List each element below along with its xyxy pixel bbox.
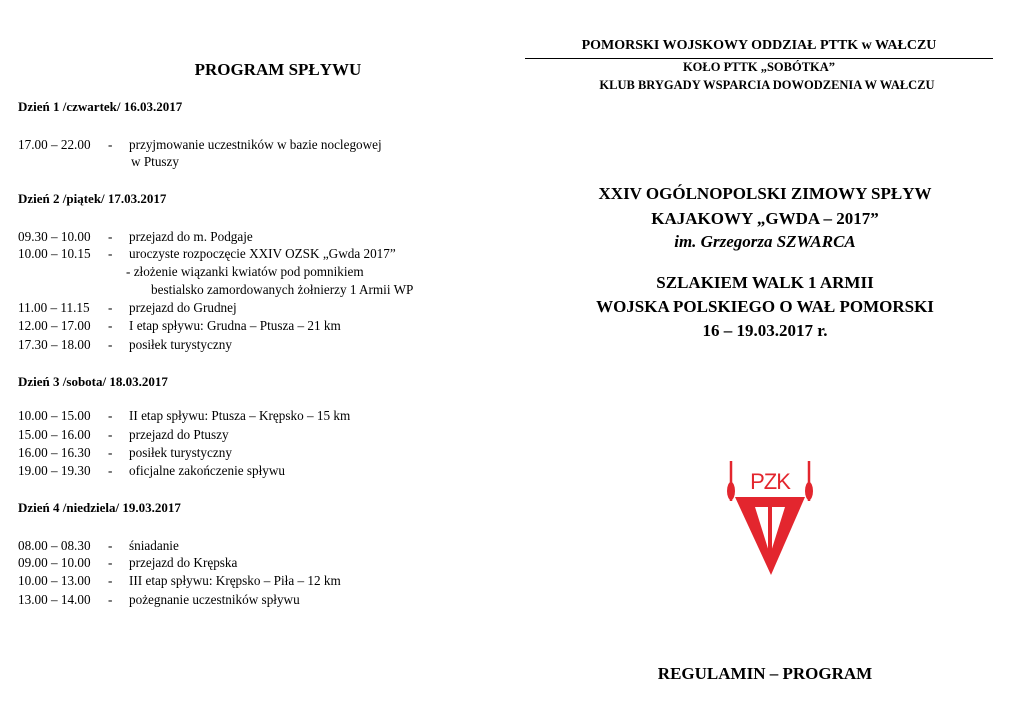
dash: - bbox=[108, 337, 113, 352]
event-dates: 16 – 19.03.2017 r. bbox=[702, 321, 828, 340]
event-title-line-2: KAJAKOWY „GWDA – 2017” bbox=[651, 209, 879, 228]
day-4-heading: Dzień 4 /niedziela/ 19.03.2017 bbox=[18, 500, 181, 515]
dash: - bbox=[108, 246, 113, 261]
activity: przyjmowanie uczestników w bazie noclegowej bbox=[129, 137, 382, 152]
dash: - bbox=[108, 137, 113, 152]
schedule-row bbox=[18, 407, 350, 424]
schedule-row bbox=[18, 136, 382, 153]
document-subtitle: REGULAMIN – PROGRAM bbox=[657, 664, 873, 683]
time: 17.30 – 18.00 bbox=[18, 337, 91, 352]
activity: przejazd do Ptuszy bbox=[129, 427, 229, 442]
time: 11.00 – 11.15 bbox=[18, 300, 90, 315]
schedule-row bbox=[18, 245, 396, 262]
header-divider bbox=[525, 58, 993, 59]
time: 10.00 – 13.00 bbox=[18, 573, 91, 588]
activity: uroczyste rozpoczęcie XXIV OZSK „Gwda 2017” bbox=[129, 246, 396, 261]
dash: - bbox=[108, 573, 113, 588]
schedule-row bbox=[18, 554, 237, 571]
time: 10.00 – 15.00 bbox=[18, 408, 91, 423]
day-1-heading: Dzień 1 /czwartek/ 16.03.2017 bbox=[18, 99, 183, 114]
time: 12.00 – 17.00 bbox=[18, 318, 91, 333]
day-3-heading: Dzień 3 /sobota/ 18.03.2017 bbox=[18, 374, 168, 389]
schedule-row bbox=[18, 444, 232, 461]
day-2-heading: Dzień 2 /piątek/ 17.03.2017 bbox=[18, 191, 167, 206]
activity: oficjalne zakończenie spływu bbox=[129, 463, 285, 478]
time: 17.00 – 22.00 bbox=[18, 137, 91, 152]
activity: śniadanie bbox=[129, 538, 179, 553]
organizer-line-3: KLUB BRYGADY WSPARCIA DOWODZENIA W WAŁCZU bbox=[599, 78, 935, 92]
time: 10.00 – 10.15 bbox=[18, 246, 91, 261]
activity: przejazd do m. Podgaje bbox=[129, 229, 253, 244]
time: 13.00 – 14.00 bbox=[18, 592, 91, 607]
route-line-1: SZLAKIEM WALK 1 ARMII bbox=[656, 273, 874, 292]
activity: posiłek turystyczny bbox=[129, 445, 232, 460]
time: 09.00 – 10.00 bbox=[18, 555, 91, 570]
activity-continuation: bestialsko zamordowanych żołnierzy 1 Armii WP bbox=[151, 282, 414, 297]
activity: III etap spływu: Krępsko – Piła – 12 km bbox=[129, 573, 341, 588]
dash: - bbox=[108, 427, 113, 442]
schedule-row bbox=[18, 317, 341, 334]
time: 08.00 – 08.30 bbox=[18, 538, 91, 553]
dash: - bbox=[108, 538, 113, 553]
pzk-logo-icon bbox=[725, 455, 815, 577]
dash: - bbox=[108, 463, 113, 478]
schedule-row bbox=[18, 572, 341, 589]
time: 16.00 – 16.30 bbox=[18, 445, 91, 460]
dash: - bbox=[108, 229, 113, 244]
schedule-row bbox=[18, 537, 179, 554]
dash: - bbox=[108, 592, 113, 607]
dash: - bbox=[108, 445, 113, 460]
organizer-line-2: KOŁO PTTK „SOBÓTKA” bbox=[682, 60, 836, 74]
dash: - bbox=[108, 555, 113, 570]
schedule-row bbox=[18, 299, 237, 316]
event-title-line-1: XXIV OGÓLNOPOLSKI ZIMOWY SPŁYW bbox=[598, 184, 932, 203]
activity: posiłek turystyczny bbox=[129, 337, 232, 352]
time: 09.30 – 10.00 bbox=[18, 229, 91, 244]
schedule-row bbox=[18, 462, 285, 479]
schedule-row bbox=[18, 426, 229, 443]
event-patron: im. Grzegorza SZWARCA bbox=[674, 232, 856, 251]
time: 19.00 – 19.30 bbox=[18, 463, 91, 478]
program-title: PROGRAM SPŁYWU bbox=[194, 60, 362, 79]
organizer-line-1: POMORSKI WOJSKOWY ODDZIAŁ PTTK w WAŁCZU bbox=[581, 38, 937, 53]
activity: przejazd do Grudnej bbox=[129, 300, 237, 315]
svg-text:PZK: PZK bbox=[750, 469, 790, 494]
dash: - bbox=[108, 318, 113, 333]
schedule-row bbox=[18, 228, 253, 245]
schedule-row bbox=[18, 336, 232, 353]
route-line-2: WOJSKA POLSKIEGO O WAŁ POMORSKI bbox=[596, 297, 934, 316]
activity: pożegnanie uczestników spływu bbox=[129, 592, 300, 607]
activity: przejazd do Krępska bbox=[129, 555, 238, 570]
dash: - bbox=[108, 300, 113, 315]
activity: I etap spływu: Grudna – Ptusza – 21 km bbox=[129, 318, 341, 333]
time: 15.00 – 16.00 bbox=[18, 427, 91, 442]
activity: II etap spływu: Ptusza – Krępsko – 15 km bbox=[129, 408, 351, 423]
activity-continuation: w Ptuszy bbox=[131, 154, 179, 169]
schedule-row bbox=[18, 591, 300, 608]
dash: - bbox=[108, 408, 113, 423]
activity-continuation: - złożenie wiązanki kwiatów pod pomnikiem bbox=[126, 264, 364, 279]
